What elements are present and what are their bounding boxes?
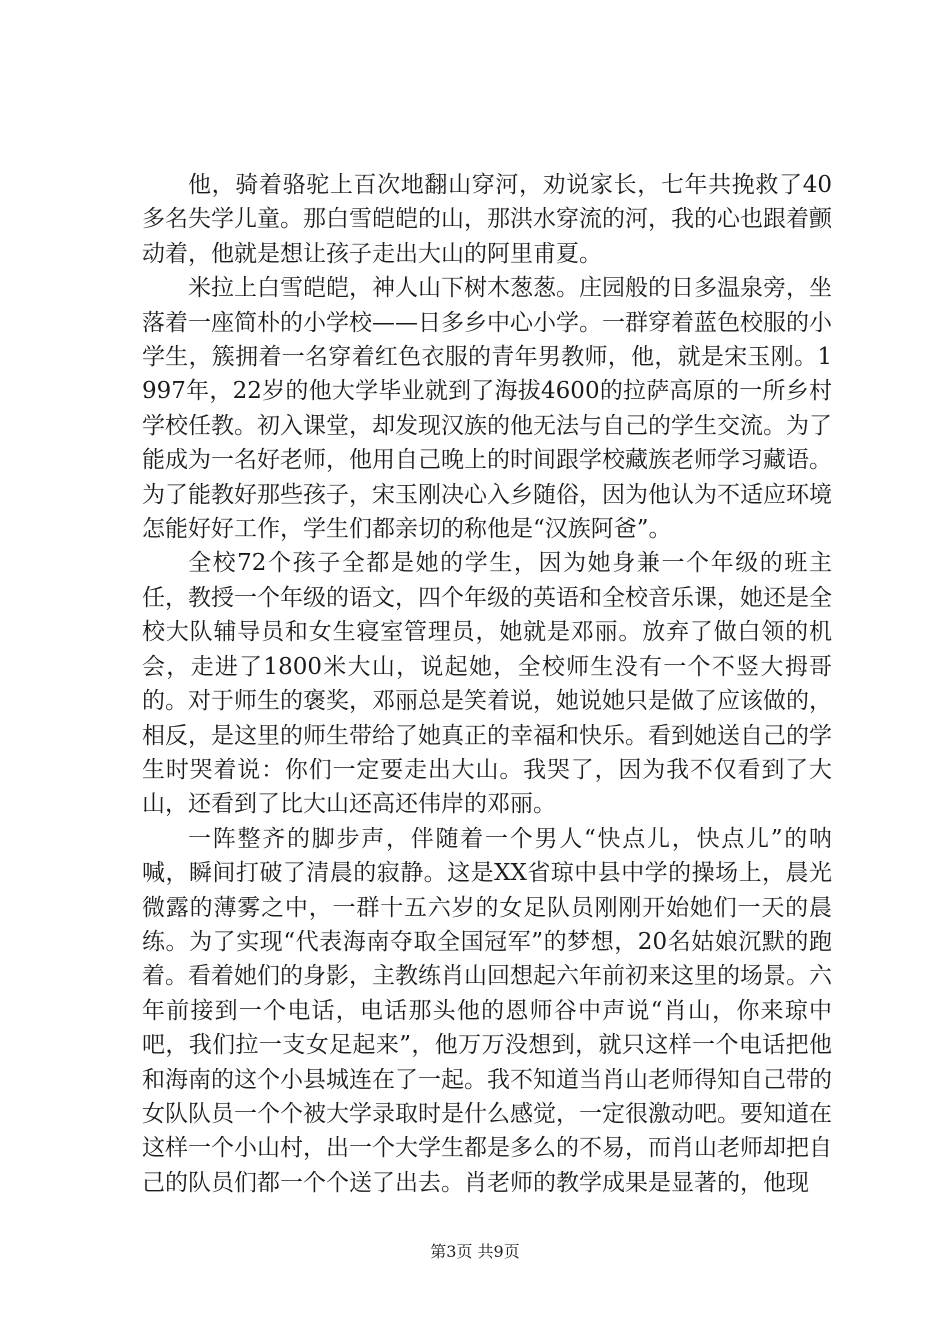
- body-text: [142, 168, 832, 1200]
- paragraph-2: 米拉上白雪皑皑，神人山下树木葱葱。庄园般的日多温泉旁，坐落着一座简朴的小学校——日多乡中心小学。一群穿着蓝色校服的小学生，簇拥着一名穿着红色衣服的青年男教师，他，就是宋玉刚。1997年，22岁的他大学毕业就到了海拔4600的拉萨高原的一所乡村学校任教。初入课堂，却发现汉族的他无法与自己的学生交流。为了能成为一名好老师，他用自己晚上的时间跟学校藏族老师学习藏语。为了能教好那些孩子，宋玉刚决心入乡随俗，因为他认为不适应环境怎能好好工作，学生们都亲切的称他是“汉族阿爸”。: [142, 275, 832, 543]
- paragraph-4: 一阵整齐的脚步声，伴随着一个男人“快点儿，快点儿”的呐喊，瞬间打破了清晨的寂静。这是XX省琼中县中学的操场上，晨光微露的薄雾之中，一群十五六岁的女足队员刚刚开始她们一天的晨练。为了实现“代表海南夺取全国冠军”的梦想，20名姑娘沉默的跑着。看着她们的身影，主教练肖山回想起六年前初来这里的场景。六年前接到一个电话，电话那头他的恩师谷中声说“肖山，你来琼中吧，我们拉一支女足起来”，他万万没想到，就只这样一个电话把他和海南的这个小县城连在了一起。我不知道当肖山老师得知自己带的女队队员一个个被大学录取时是什么感觉，一定很激动吧。要知道在这样一个小山村，出一个大学生都是多么的不易，而肖山老师却把自己的队员们都一个个送了出去。肖老师的教学成果是显著的，他现: [142, 825, 832, 1196]
- page-number-footer: 第3页 共9页: [430, 1242, 520, 1261]
- paragraph-1: 他，骑着骆驼上百次地翻山穿河，劝说家长，七年共挽救了40多名失学儿童。那白雪皑皑的山，那洪水穿流的河，我的心也跟着颤动着，他就是想让孩子走出大山的阿里甫夏。: [142, 172, 832, 267]
- paragraph-3: 全校72个孩子全都是她的学生，因为她身兼一个年级的班主任，教授一个年级的语文，四个年级的英语和全校音乐课，她还是全校大队辅导员和女生寝室管理员，她就是邓丽。放弃了做白领的机会，走进了1800米大山，说起她，全校师生没有一个不竖大拇哥的。对于师生的褒奖，邓丽总是笑着说，她说她只是做了应该做的，相反，是这里的师生带给了她真正的幸福和快乐。看到她送自己的学生时哭着说：你们一定要走出大山。我哭了，因为我不仅看到了大山，还看到了比大山还高还伟岸的邓丽。: [142, 550, 832, 818]
